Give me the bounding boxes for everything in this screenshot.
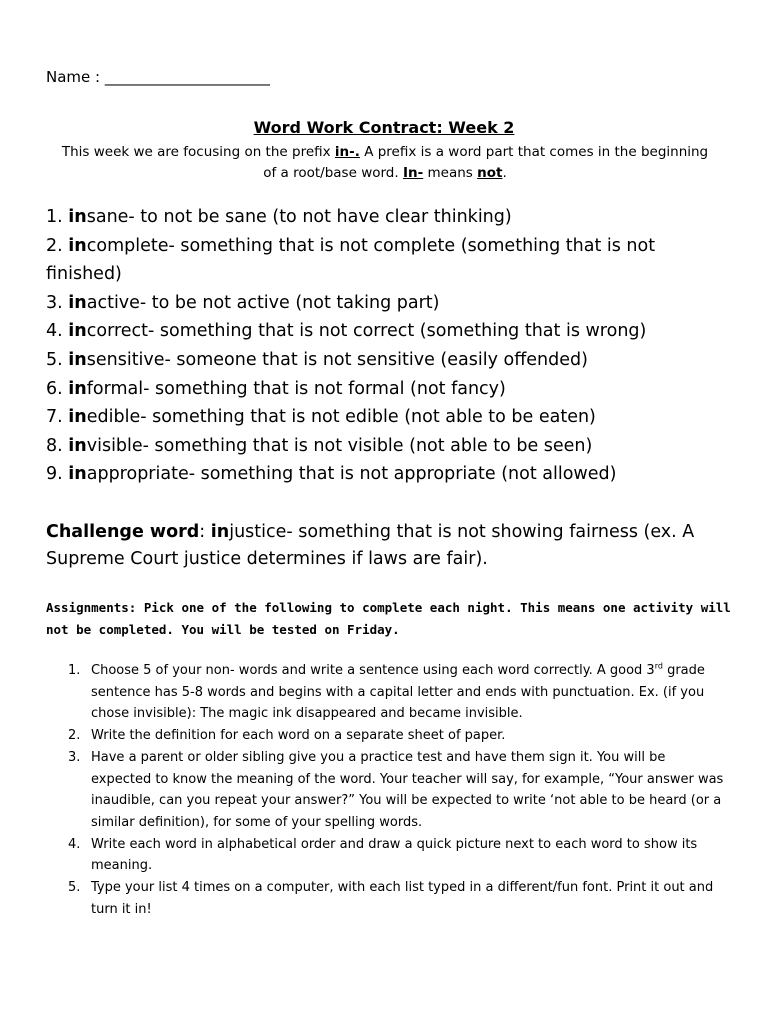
vocab-item bbox=[46, 346, 736, 375]
assignment-item bbox=[46, 725, 726, 747]
vocab-item bbox=[46, 203, 736, 232]
vocab-num: 4. bbox=[46, 321, 69, 342]
vocab-item bbox=[46, 375, 736, 404]
name-field-label: Name : ______________________ bbox=[46, 68, 270, 86]
assignment-item bbox=[46, 747, 726, 834]
ordinal-suffix: rd bbox=[654, 661, 663, 671]
assignment-text: Type your list 4 times on a computer, with each list typed in a different/fun font. Print it out and turn it in! bbox=[91, 880, 714, 917]
assignment-text-cont: grade sentence has 5-8 words and begins with a capital letter and ends with punctuation. Ex. (if you chose invisible): The magic ink disappeared and became invisible. bbox=[91, 663, 705, 722]
assignment-num: 4. bbox=[68, 836, 81, 852]
vocab-item bbox=[46, 232, 736, 289]
assignment-num: 1. bbox=[68, 663, 81, 678]
challenge-label: Challenge word bbox=[46, 522, 200, 542]
vocab-prefix: in bbox=[68, 435, 87, 456]
assignment-text: Write each word in alphabetical order and draw a quick picture next to each word to show its meaning. bbox=[91, 836, 698, 874]
vocab-definition: visible- something that is not visible (not able to be seen) bbox=[86, 435, 593, 456]
vocab-prefix: in bbox=[68, 292, 87, 313]
challenge-definition: justice- something that is not showing fairness (ex. A Supreme Court justice determines if laws are fair). bbox=[46, 522, 695, 569]
intro-text-3: means bbox=[423, 165, 478, 181]
vocab-definition: active- to be not active (not taking part) bbox=[86, 292, 440, 313]
vocab-definition: formal- something that is not formal (not fancy) bbox=[86, 378, 506, 399]
challenge-colon: : bbox=[199, 522, 211, 542]
vocab-definition: sane- to not be sane (to not have clear thinking) bbox=[86, 207, 512, 227]
vocab-num: 6. bbox=[46, 378, 69, 399]
intro-prefix: in-. bbox=[334, 144, 360, 160]
assignments-heading: Assignments: Pick one of the following to complete each night. This means one activity will not be completed. You will be tested on Friday. bbox=[46, 600, 731, 637]
assignment-num: 5. bbox=[68, 880, 81, 896]
vocab-item bbox=[46, 460, 736, 489]
vocab-prefix: in bbox=[68, 207, 87, 227]
vocab-definition: correct- something that is not correct (something that is wrong) bbox=[86, 321, 647, 342]
vocab-prefix: in bbox=[68, 378, 87, 399]
assignment-item bbox=[46, 834, 726, 877]
assignment-num: 2. bbox=[68, 728, 81, 744]
intro-text-2: A prefix is a word part that comes in the beginning of a root/base word. bbox=[263, 144, 709, 181]
intro-text-4: . bbox=[502, 165, 507, 181]
vocab-definition: appropriate- something that is not appropriate (not allowed) bbox=[86, 464, 617, 485]
vocab-prefix: in bbox=[68, 407, 87, 428]
assignment-num: 3. bbox=[68, 749, 81, 765]
vocab-item bbox=[46, 289, 736, 318]
vocab-num: 9. bbox=[46, 464, 69, 485]
vocab-num: 5. bbox=[46, 349, 69, 370]
assignment-item bbox=[46, 660, 726, 725]
assignment-text: Choose 5 of your non- words and write a sentence using each word correctly. A good 3 bbox=[91, 663, 655, 678]
challenge-prefix: in bbox=[210, 522, 230, 542]
assignment-text: Have a parent or older sibling give you a practice test and have them sign it. You will be expected to know the meaning of the word. Your teacher will say, for example, “Your answer was inaudible, can you repeat your answer?” You will be expected to write ‘not able to be heard (or a similar definition), for some of your spelling words. bbox=[91, 749, 724, 830]
vocab-definition: sensitive- someone that is not sensitive (easily offended) bbox=[86, 349, 588, 370]
vocabulary-list bbox=[46, 203, 736, 489]
vocab-num: 7. bbox=[46, 407, 69, 428]
assignment-list bbox=[46, 660, 726, 920]
intro-meaning: not bbox=[477, 165, 503, 181]
vocab-prefix: in bbox=[68, 235, 87, 256]
vocab-definition: complete- something that is not complete (something that is not finished) bbox=[46, 235, 656, 285]
vocab-item bbox=[46, 403, 736, 432]
vocab-num: 1. bbox=[46, 207, 69, 227]
vocab-prefix: in bbox=[68, 464, 87, 485]
vocab-num: 8. bbox=[46, 435, 69, 456]
assignment-text: Write the definition for each word on a separate sheet of paper. bbox=[91, 728, 506, 744]
challenge-word bbox=[46, 519, 726, 573]
assignment-item bbox=[46, 877, 726, 920]
intro-prefix-cap: In- bbox=[402, 165, 424, 181]
vocab-prefix: in bbox=[68, 321, 87, 342]
vocab-num: 2. bbox=[46, 235, 69, 256]
vocab-prefix: in bbox=[68, 349, 87, 370]
intro-paragraph bbox=[60, 142, 710, 184]
vocab-item bbox=[46, 432, 736, 461]
vocab-item bbox=[46, 317, 736, 346]
vocab-num: 3. bbox=[46, 292, 69, 313]
vocab-definition: edible- something that is not edible (not able to be eaten) bbox=[86, 407, 596, 428]
intro-text-1: This week we are focusing on the prefix bbox=[61, 144, 335, 160]
page-title: Word Work Contract: Week 2 bbox=[253, 118, 515, 137]
